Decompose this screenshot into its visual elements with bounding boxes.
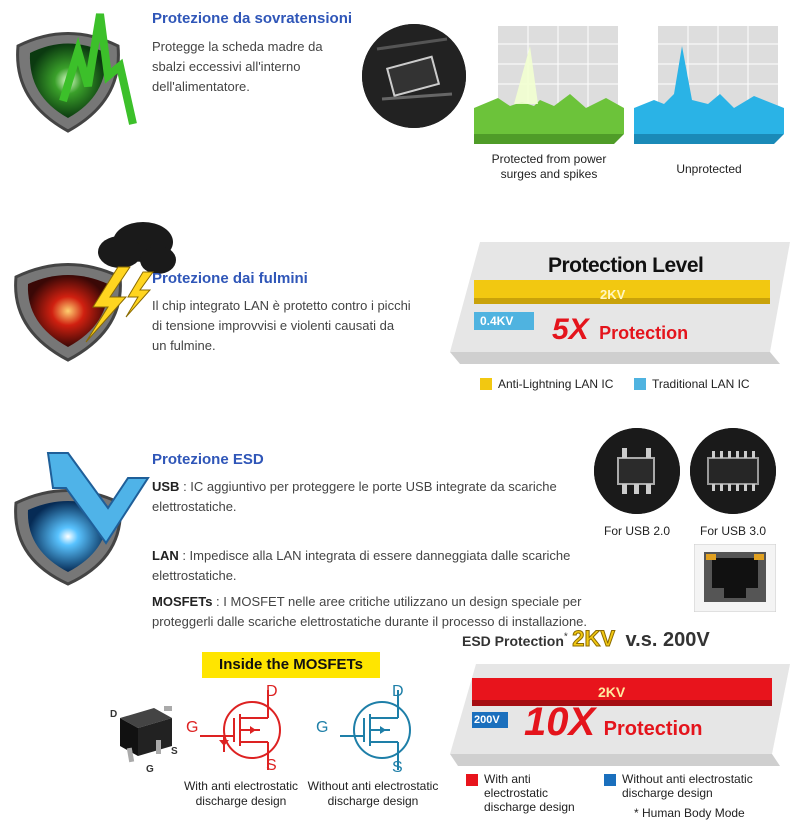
lightning-legend-traditional-swatch bbox=[634, 378, 646, 390]
surge-protected-graph bbox=[474, 24, 624, 144]
esd-lan-text bbox=[152, 546, 622, 586]
lightning-legend-anti-swatch bbox=[480, 378, 492, 390]
surge-title: Protezione da sovratensioni bbox=[152, 10, 353, 27]
lightning-legend-traditional bbox=[634, 377, 750, 391]
esd-protection-heading bbox=[462, 626, 710, 652]
mosfet-without-esd-symbol bbox=[330, 690, 430, 770]
surge-shield-icon bbox=[8, 6, 138, 136]
esd-bar-with-label: 2KV bbox=[598, 684, 626, 700]
esd-heading-prefix: ESD Protection bbox=[462, 633, 564, 649]
esd-legend-with-label: With anti electrostatic discharge design bbox=[484, 772, 575, 814]
esd-usb-desc: : IC aggiuntivo per proteggere le porte USB integrate da scariche elettrostatiche. bbox=[152, 479, 557, 514]
lightning-bar-traditional-label: 0.4KV bbox=[480, 314, 514, 328]
surge-unprotected-graph bbox=[634, 24, 784, 144]
package-pin-g: G bbox=[146, 764, 154, 775]
lightning-chart-title: Protection Level bbox=[548, 254, 704, 277]
esd-usb-label: USB bbox=[152, 479, 180, 494]
mosfet-with-caption: With anti electrostatic discharge design bbox=[183, 779, 299, 808]
mosfet-with-esd-symbol bbox=[200, 690, 300, 770]
usb2-chip-photo bbox=[594, 428, 680, 514]
esd-mosfet-label: MOSFETs bbox=[152, 594, 213, 609]
mosfet-without-caption: Without anti electrostatic discharge design bbox=[307, 779, 439, 808]
surge-description: Protegge la scheda madre da sbalzi eccessivi all'interno dell'alimentatore. bbox=[152, 39, 323, 94]
lightning-factor-number: 5X bbox=[552, 313, 589, 346]
esd-legend-without-label: Without anti electrostatic discharge design bbox=[622, 772, 753, 800]
esd-footnote: * Human Body Mode bbox=[634, 806, 745, 820]
esd-heading-vs: v.s. 200V bbox=[625, 629, 710, 651]
lightning-bar-anti-label: 2KV bbox=[600, 287, 626, 302]
esd-lan-label: LAN bbox=[152, 548, 179, 563]
without-pin-g: G bbox=[316, 719, 329, 736]
esd-factor bbox=[524, 700, 703, 745]
lightning-legend-traditional-label: Traditional LAN IC bbox=[652, 377, 750, 391]
lightning-factor bbox=[552, 313, 688, 347]
esd-legend-with-swatch bbox=[466, 774, 478, 786]
esd-mosfet-desc: : I MOSFET nelle aree critiche utilizzano un design speciale per proteggerli dalle scariche elettrostatiche durante il processo di installazione. bbox=[152, 594, 588, 629]
surge-protected-caption: Protected from power surges and spikes bbox=[491, 152, 607, 181]
with-pin-s: S bbox=[266, 757, 277, 774]
mosfet-banner-label: Inside the MOSFETs bbox=[219, 656, 363, 673]
esd-legend-without bbox=[604, 772, 772, 800]
esd-heading-2kv: 2KV bbox=[572, 626, 616, 651]
lightning-legend-anti-label: Anti-Lightning LAN IC bbox=[498, 377, 614, 391]
esd-lan-desc: : Impedisce alla LAN integrata di essere danneggiata dalle scariche elettrostatiche. bbox=[152, 548, 571, 583]
usb3-chip-photo bbox=[690, 428, 776, 514]
esd-title: Protezione ESD bbox=[152, 451, 264, 468]
esd-heading-star: * bbox=[563, 631, 568, 643]
lightning-title: Protezione dai fulmini bbox=[152, 270, 308, 287]
usb2-caption: For USB 2.0 bbox=[603, 524, 671, 538]
without-pin-s: S bbox=[392, 759, 403, 776]
package-pin-d: D bbox=[110, 709, 118, 720]
lan-port-photo bbox=[694, 544, 776, 612]
lightning-legend-anti bbox=[480, 377, 613, 391]
package-pin-s: S bbox=[171, 746, 178, 757]
with-pin-g: G bbox=[186, 719, 199, 736]
without-pin-d: D bbox=[392, 683, 404, 700]
with-pin-d: D bbox=[266, 683, 278, 700]
esd-shield-icon bbox=[8, 448, 158, 586]
esd-factor-number: 10X bbox=[524, 700, 596, 744]
lightning-description: Il chip integrato LAN è protetto contro i picchi di tensione improvvisi e violenti causati da un fulmine. bbox=[152, 298, 411, 353]
lightning-factor-word: Protection bbox=[599, 323, 689, 343]
esd-usb-text bbox=[152, 477, 562, 517]
esd-legend-without-swatch bbox=[604, 774, 616, 786]
esd-bar-without-label: 200V bbox=[474, 714, 500, 726]
surge-unprotected-caption: Unprotected bbox=[676, 162, 742, 176]
usb3-caption: For USB 3.0 bbox=[699, 524, 767, 538]
esd-factor-word: Protection bbox=[603, 718, 703, 740]
surge-chip-photo bbox=[362, 24, 466, 128]
esd-legend-with bbox=[466, 772, 594, 814]
